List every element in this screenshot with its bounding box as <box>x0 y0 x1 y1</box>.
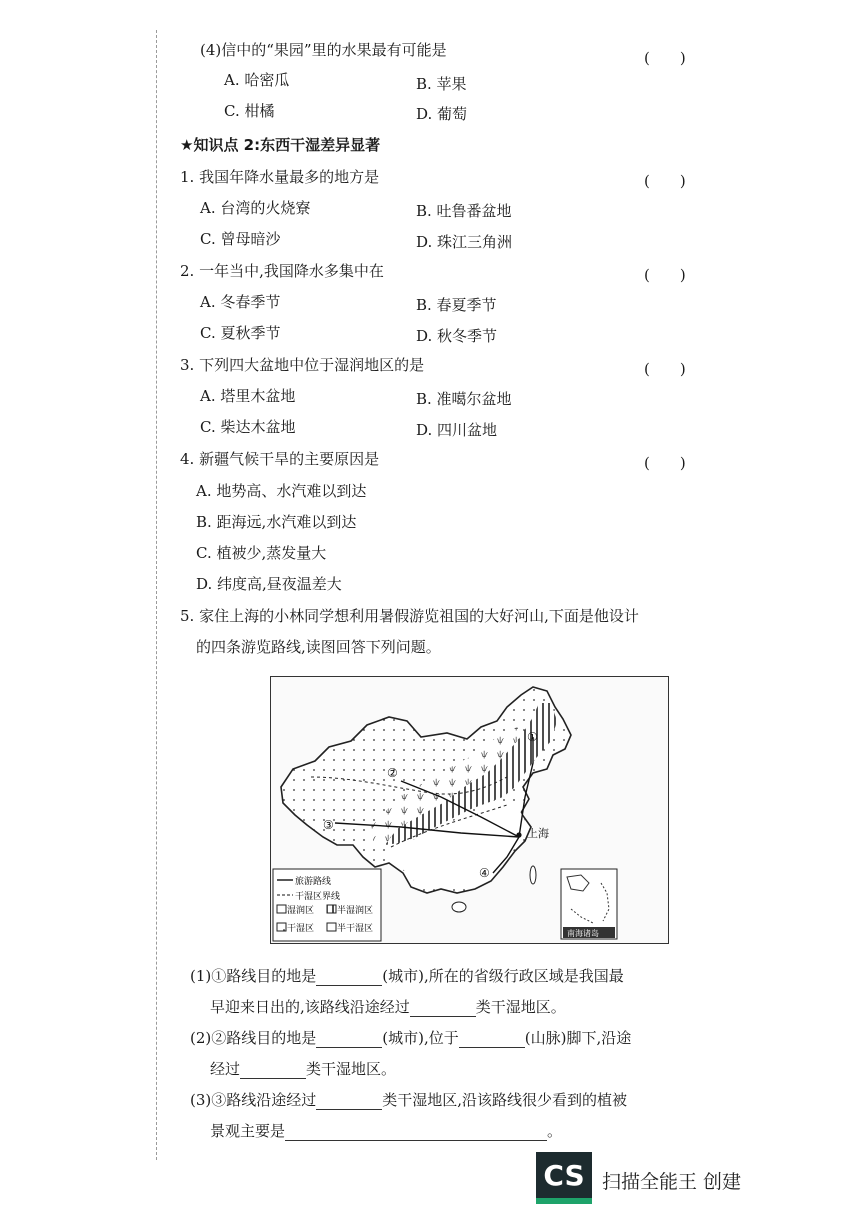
legend-semi-arid-label: 半干湿区 <box>337 924 374 934</box>
q3-stem: 3. 下列四大盆地中位于湿润地区的是 <box>180 356 425 374</box>
subq3-text-d: 。 <box>547 1122 563 1140</box>
subq1-text-d: 类干湿地区。 <box>475 998 566 1016</box>
q2-option-d: D. 秋冬季节 <box>416 327 498 345</box>
route-marker-4: ④ <box>479 866 490 880</box>
route-marker-1: ① <box>527 730 538 744</box>
subq2-region-blank[interactable] <box>240 1062 306 1079</box>
shanghai-label: 上海 <box>527 828 549 840</box>
q1-answer-paren[interactable]: ( ) <box>644 172 686 190</box>
subq3-region-blank[interactable] <box>316 1093 382 1110</box>
inset-label: 南海诸岛 <box>567 929 599 938</box>
route-marker-2: ② <box>387 766 398 780</box>
subq1-region-blank[interactable] <box>410 1000 476 1017</box>
subq2-line2 <box>210 1059 396 1079</box>
camscanner-logo: CS <box>536 1152 592 1204</box>
q1-option-b: B. 吐鲁番盆地 <box>416 202 512 220</box>
subq3-vegetation-blank[interactable] <box>285 1124 547 1141</box>
q1-stem: 1. 我国年降水量最多的地方是 <box>180 168 380 186</box>
subq2-mountain-blank[interactable] <box>459 1031 525 1048</box>
q4-answer-paren[interactable]: ( ) <box>644 454 686 472</box>
subq1-text-c: 早迎来日出的,该路线沿途经过 <box>210 998 410 1016</box>
legend-semi-humid-label: 半湿润区 <box>337 906 374 916</box>
subq1-text-b: (城市),所在的省级行政区域是我国最 <box>382 967 624 985</box>
q1-option-d: D. 珠江三角洲 <box>416 233 513 251</box>
subq2-line1 <box>190 1028 631 1048</box>
q4-fruit-option-a: A. 哈密瓜 <box>224 71 290 89</box>
q4-option-c: C. 植被少,蒸发量大 <box>196 544 327 562</box>
q5-stem-line2: 的四条游览路线,读图回答下列问题。 <box>196 638 441 656</box>
q5-stem-line1: 5. 家住上海的小林同学想利用暑假游览祖国的大好河山,下面是他设计 <box>180 607 639 625</box>
subq2-city-blank[interactable] <box>316 1031 382 1048</box>
q4-fruit-option-d: D. 葡萄 <box>416 105 468 123</box>
q1-option-c: C. 曾母暗沙 <box>200 230 281 248</box>
q4-fruit-option-c: C. 柑橘 <box>224 102 275 120</box>
subq1-line1 <box>190 966 624 986</box>
section-title: ★知识点 2:东西干湿差异显著 <box>180 136 381 154</box>
legend-humid-label: 湿润区 <box>287 906 315 916</box>
q1-option-a: A. 台湾的火烧寮 <box>200 199 311 217</box>
q4-fruit-stem: (4)信中的“果园”里的水果最有可能是 <box>200 41 447 59</box>
subq3-text-a: (3)③路线沿途经过 <box>190 1091 317 1109</box>
subq1-city-blank[interactable] <box>316 969 382 986</box>
china-dry-wet-region-map <box>270 676 669 944</box>
q2-option-b: B. 春夏季节 <box>416 296 497 314</box>
subq3-line1 <box>190 1090 627 1110</box>
subq1-line2 <box>210 997 566 1017</box>
q3-option-d: D. 四川盆地 <box>416 421 498 439</box>
subq3-text-b: 类干湿地区,沿该路线很少看到的植被 <box>382 1091 628 1109</box>
camscanner-text: 扫描全能王 创建 <box>602 1171 742 1193</box>
q2-option-a: A. 冬春季节 <box>200 293 281 311</box>
subq2-text-c: (山脉)脚下,沿途 <box>524 1029 632 1047</box>
q4-fruit-answer-paren[interactable]: ( ) <box>644 49 686 67</box>
q4-option-a: A. 地势高、水汽难以到达 <box>196 482 367 500</box>
hainan-island <box>452 902 466 912</box>
subq2-text-e: 类干湿地区。 <box>306 1060 397 1078</box>
subq1-text-a: (1)①路线目的地是 <box>190 967 317 985</box>
route-marker-3: ③ <box>323 818 334 832</box>
legend-route-label: 旅游路线 <box>295 877 332 887</box>
q2-stem: 2. 一年当中,我国降水多集中在 <box>180 262 384 280</box>
q4-option-b: B. 距海远,水汽难以到达 <box>196 513 357 531</box>
q3-option-b: B. 准噶尔盆地 <box>416 390 512 408</box>
q2-option-c: C. 夏秋季节 <box>200 324 281 342</box>
legend-arid-label: 干湿区 <box>287 924 315 934</box>
subq2-text-d: 经过 <box>210 1060 241 1078</box>
subq3-text-c: 景观主要是 <box>210 1122 286 1140</box>
subq2-text-a: (2)②路线目的地是 <box>190 1029 317 1047</box>
q3-option-a: A. 塔里木盆地 <box>200 387 296 405</box>
q4-stem: 4. 新疆气候干旱的主要原因是 <box>180 450 380 468</box>
q3-option-c: C. 柴达木盆地 <box>200 418 296 436</box>
subq3-line2 <box>210 1121 562 1141</box>
shanghai-point <box>516 832 521 837</box>
map-legend <box>273 869 381 941</box>
china-map-svg <box>271 677 668 943</box>
taiwan-island <box>530 866 536 884</box>
legend-boundary-label: 干湿区界线 <box>295 892 341 902</box>
south-china-sea-inset <box>561 869 617 939</box>
q4-option-d: D. 纬度高,昼夜温差大 <box>196 575 342 593</box>
subq2-text-b: (城市),位于 <box>382 1029 459 1047</box>
binding-margin-line <box>156 30 157 1160</box>
q4-fruit-option-b: B. 苹果 <box>416 75 467 93</box>
q2-answer-paren[interactable]: ( ) <box>644 266 686 284</box>
q3-answer-paren[interactable]: ( ) <box>644 360 686 378</box>
